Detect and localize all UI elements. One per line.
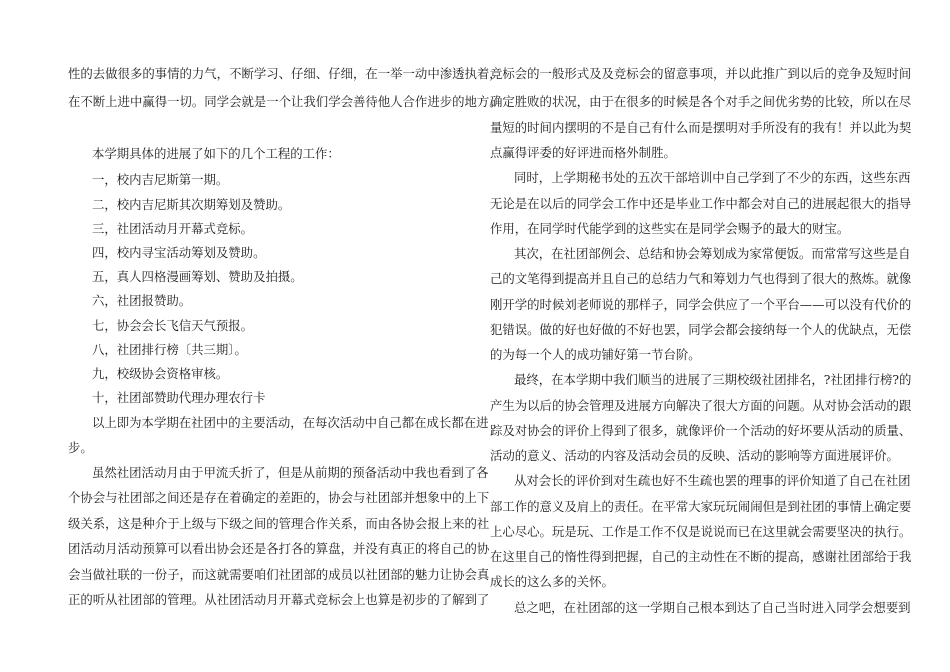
text-line: 点赢得评委的好评进而格外制胜。 (490, 145, 676, 160)
text-line: 部工作的意义及肩上的责任。在平常大家玩玩闹闹但是到社团的事情上确定要 (490, 499, 912, 514)
text-line: 成长的这么多的关怀。 (490, 574, 614, 589)
text-line: 以上即为本学期在社团中的主要活动，在每次活动中自己都在成长都在进 (92, 415, 489, 430)
text-line: 从对会长的评价到对生疏也好不生疏也罢的理事的评价知道了自己在社团 (514, 473, 911, 488)
list-item: 八，社团排行榜〔共三期〕。 (92, 342, 247, 357)
text-line: 己的文笔得到提高并且自己的总结力气和筹划力气也得到了很大的熬炼。就像 (490, 271, 912, 286)
list-item: 三，社团活动月开幕式竞标。 (92, 221, 254, 236)
text-line: 上心尽心。玩是玩、工作是工作不仅是说说而已在这里就会需要坚决的执行。 (490, 524, 912, 539)
text-line: 活动的意义、活动的内容及活动会员的反映、活动的影响等方面进展评价。 (490, 448, 899, 463)
text-line: 本学期具体的进展了如下的几个工程的工作： (92, 146, 340, 161)
text-line: 量短的时间内摆明的不是自己有什么而是摆明对手所没有的我有！并以此为契 (490, 120, 912, 135)
text-line: 性的去做很多的事情的力气，不断学习、仔细、仔细，在一举一动中渗透执着， (68, 66, 502, 81)
list-item: 九，校级协会资格审核。 (92, 366, 229, 381)
list-item: 五，真人四格漫画筹划、赞助及拍摄。 (92, 269, 303, 284)
text-line: 团活动月活动预算可以看出协会还是各打各的算盘，并没有真正的将自己的协 (68, 541, 490, 556)
text-line: 的为每一个人的成功铺好第一节台阶。 (490, 347, 701, 362)
list-item: 六，社团报赞助。 (92, 293, 192, 308)
text-line: 最终，在本学期中我们顺当的进展了三期校级社团排名，?社团排行榜?的 (514, 372, 912, 387)
text-line: 作用，在同学时代能学到的这些实在是同学会赐予的最大的财宝。 (490, 221, 850, 236)
text-line: 虽然社团活动月由于甲流夭折了，但是从前期的预备活动中我也看到了各 (92, 465, 489, 480)
list-item: 十，社团部赞助代理办理农行卡 (92, 390, 266, 405)
text-line: 在不断上进中赢得一切。同学会就是一个让我们学会善待他人合作进步的地方。 (68, 94, 502, 109)
text-line: 在这里自己的惰性得到把握，自己的主动性在不断的提高，感谢社团部给于我 (490, 549, 912, 564)
text-line: 犯错误。做的好也好做的不好也罢，同学会都会接纳每一个人的优缺点，无偿 (490, 322, 912, 337)
text-line: 总之吧，在社团部的这一学期自己根本到达了自己当时进入同学会想要到 (514, 600, 911, 615)
text-line: 正的听从社团部的管理。从社团活动月开幕式竞标会上也算是初步的了解到了 (68, 592, 490, 607)
list-item: 四，校内寻宝活动筹划及赞助。 (92, 245, 266, 260)
text-line: 个协会与社团部之间还是存在着确定的差距的，协会与社团部并想象中的上下 (68, 490, 490, 505)
text-line: 无论是在以后的同学会工作中还是毕业工作中都会对自己的进展起很大的指导 (490, 196, 912, 211)
text-line: 产生为以后的协会管理及进展方向解决了很大方面的问题。从对协会活动的跟 (490, 398, 912, 413)
text-line: 确定胜败的状况，由于在很多的时候是各个对手之间优劣势的比较，所以在尽 (490, 94, 912, 109)
text-line: 其次，在社团部例会、总结和协会筹划成为家常便饭。而常常写这些是自 (514, 246, 911, 261)
text-line: 踪及对协会的评价上得到了很多，就像评价一个活动的好坏要从活动的质量、 (490, 423, 912, 438)
text-line: 同时，上学期秘书处的五次干部培训中自己学到了不少的东西，这些东西 (514, 170, 911, 185)
text-line: 刚开学的时候刘老师说的那样子，同学会供应了一个平台——可以没有代价的 (490, 297, 912, 312)
list-item: 二，校内吉尼斯其次期筹划及赞助。 (92, 197, 291, 212)
list-item: 一，校内吉尼斯第一期。 (92, 172, 229, 187)
text-line: 级关系，这是种介于上级与下级之间的管理合作关系，而由各协会报上来的社 (68, 516, 490, 531)
list-item: 七，协会会长飞信天气预报。 (92, 318, 254, 333)
text-line: 会当做社联的一份子，而这就需要咱们社团部的成员以社团部的魅力让协会真 (68, 567, 490, 582)
text-line: 步。 (68, 440, 93, 455)
text-line: 竞标会的一般形式及及竞标会的留意事项，并以此推广到以后的竞争及短时间 (490, 66, 912, 81)
